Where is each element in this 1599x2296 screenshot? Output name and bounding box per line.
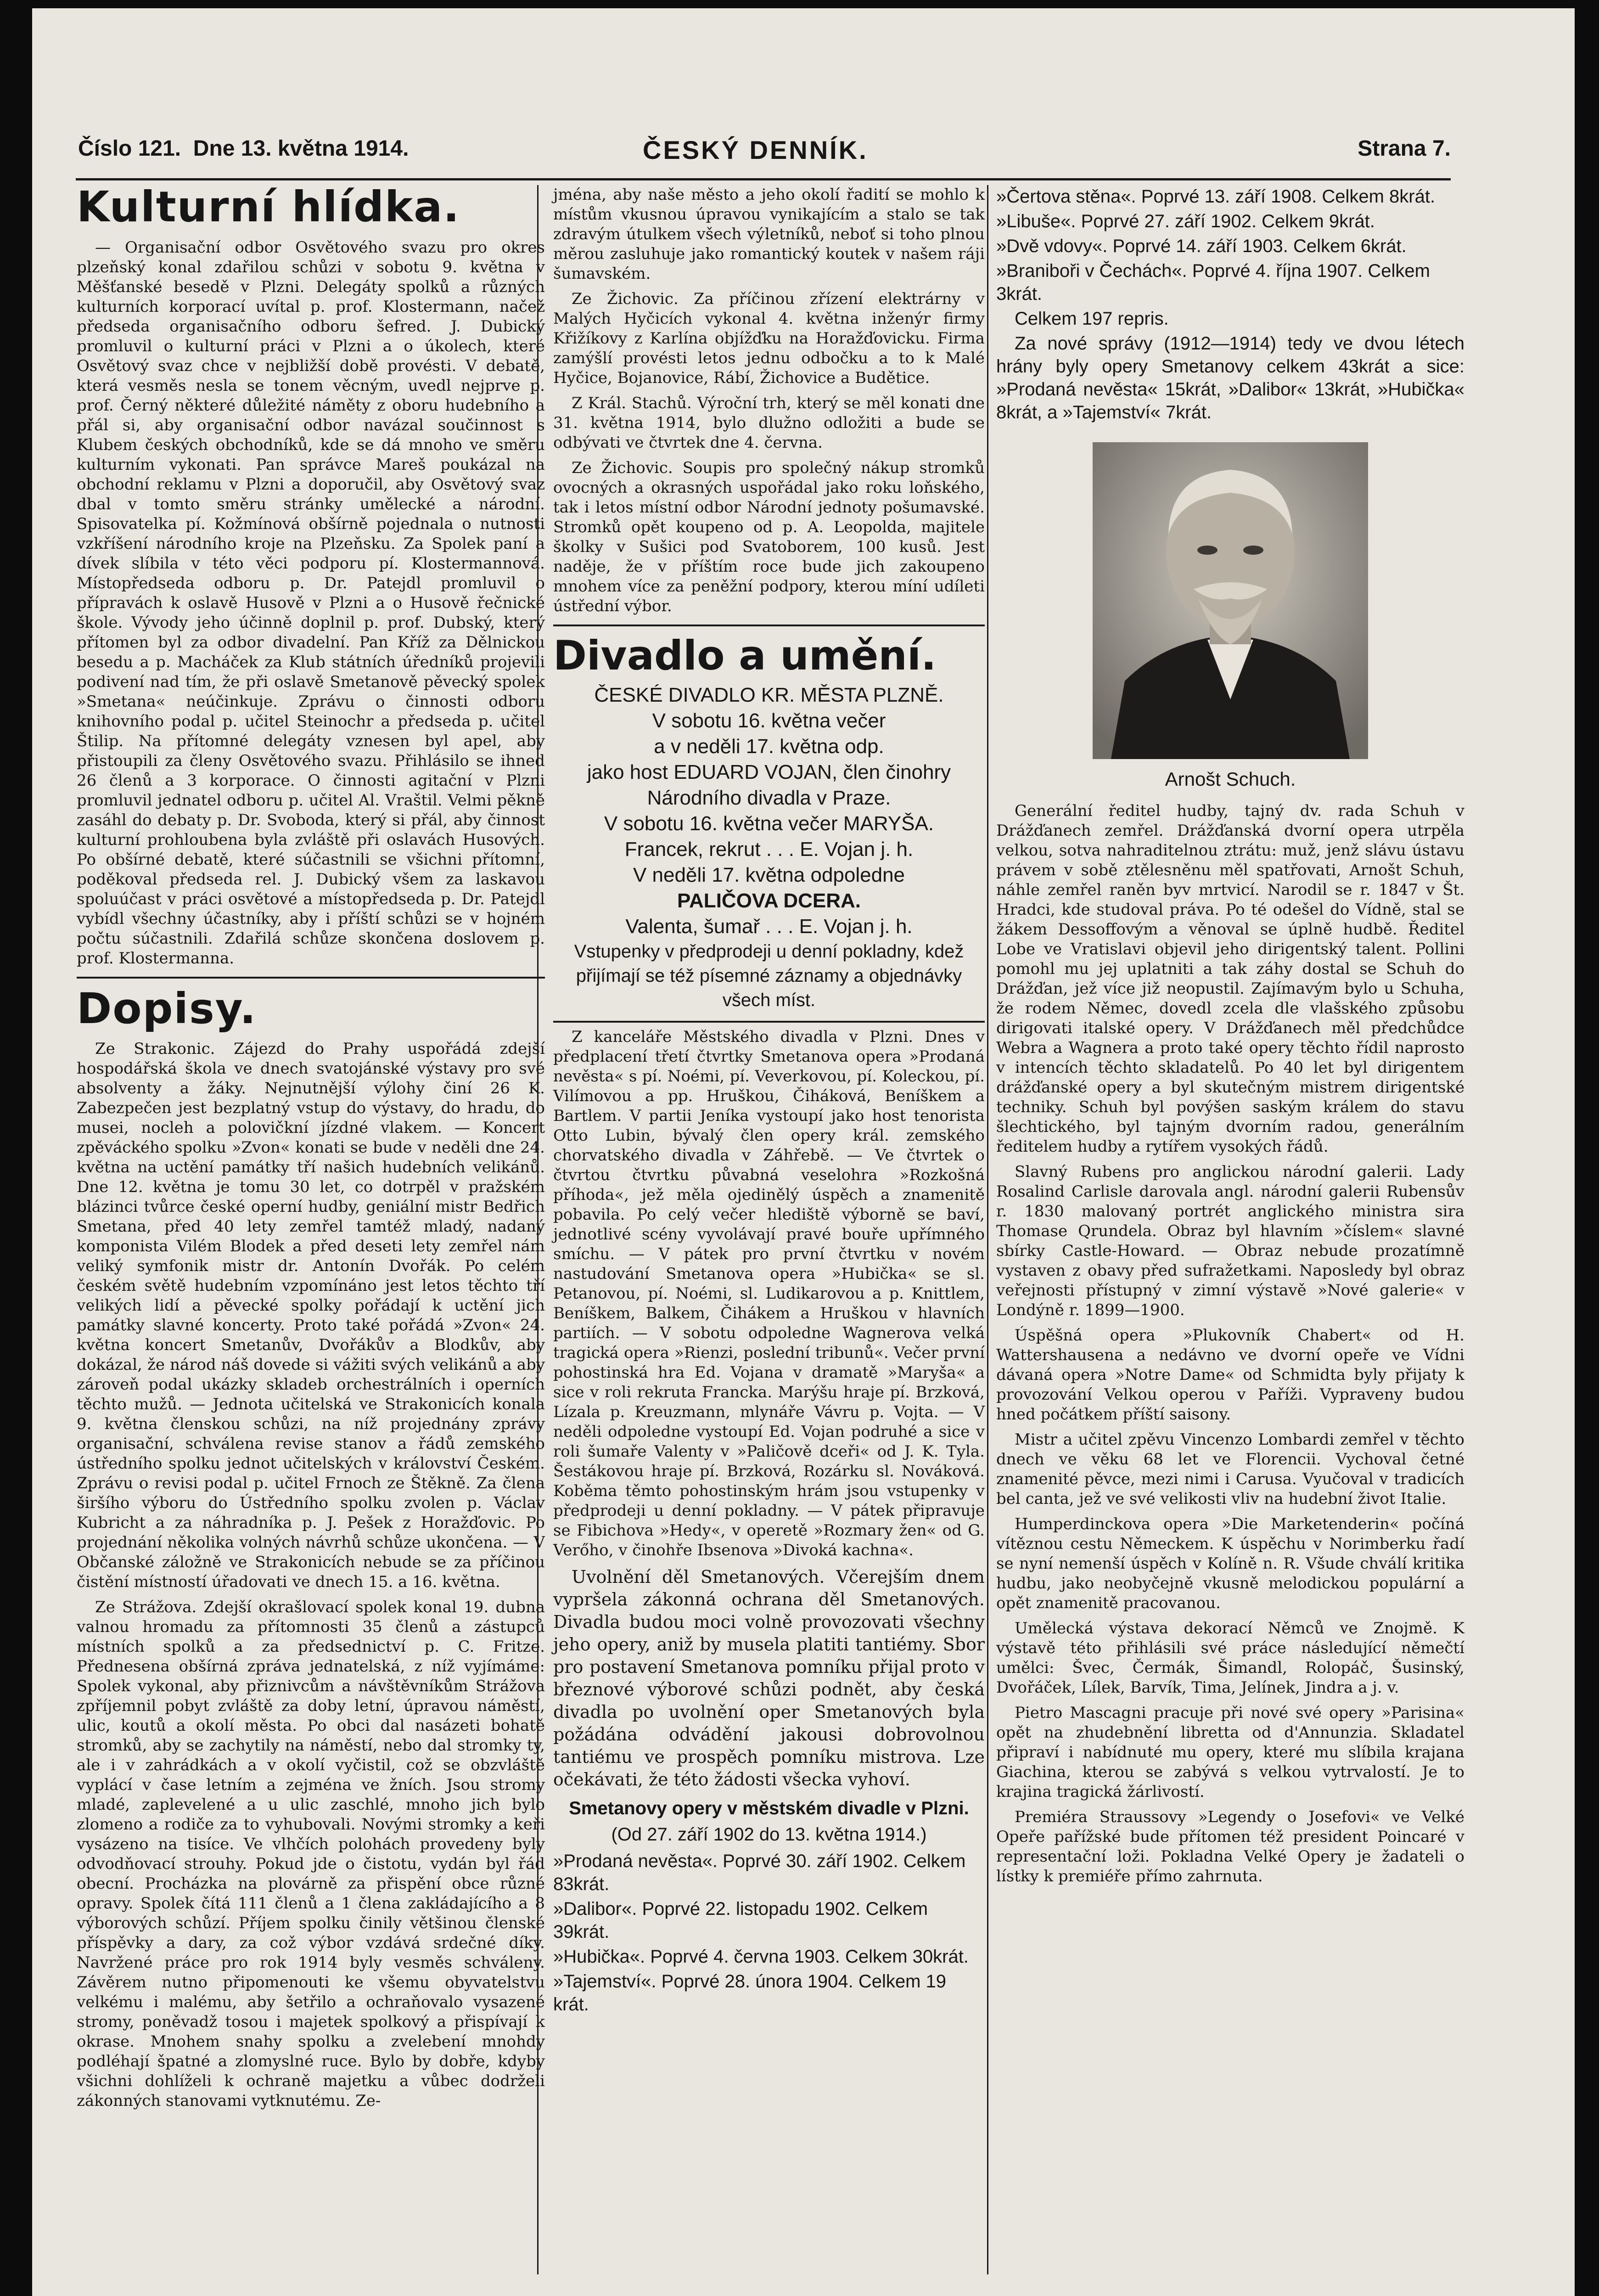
theatre-name: ČESKÉ DIVADLO KR. MĚSTA PLZNĚ. (594, 684, 944, 707)
portrait-image (1093, 442, 1368, 759)
opera-summary: Za nové správy (1912—1914) tedy ve dvou létech hrány byly opery Smetanovy celkem 43krát a sice: »Prodaná nevěsta« 15krát, »Dalibor« 13krát, »Hubička« 8krát, a »Tajemství« 7krát. (996, 333, 1464, 422)
theatre-line: Valenta, šumař . . . E. Vojan j. h. (625, 915, 913, 938)
column-right (996, 185, 1464, 2279)
article-paragraph: Ze Strážova. Zdejší okrašlovací spolek konal 19. dubna valnou hromadu za přítomnosti 35 členů a zástupců místních spolků a za předsednictví p. C. Fritze. Přednesena obšírná zpráva jednatelská, z níž vyjímáme: Spolek vykonal, aby přiznivcům a návštěvníkům Strážova zpříjemnil pobyt zvláště za doby letní, úpravou náměstí, ulic, koutů a okolí města. Po obci dal nasázeti bohatě stromků, aby se zachytily na náměstí, nebo dal stromky ty, ale i v zahrádkách a v okolí vyčistil, což se obzvláště vyplácí v čase letním a zejména ve žních. Jsou stromy mladé, zaplevelené a u ulic zaschlé, mnoho jich bylo zlomeno a rodiče za to vyhubovali. Novými stromky a keři vysázeno na tisíce. Ve vlhčích polohách provedeny byly odvodňovací strouhy. Pokud jde o čistotu, vydán byl řád obecní. Procházka na plovárně za přispění obce různé opravy. Spolek čítá 111 členů a 1 člena zakládajícího a 8 výborových schůzí. Příjem spolku činily většinou členské příspěvky a dary, za což výbor vzdává srdečné díky. Navržené práce pro rok 1914 byly vesměs schváleny. Závěrem nutno připomenouti ke všemu obyvatelstvu velkému i malému, aby šetřilo a ochraňovalo vysazené stromy, poněvadž tosou i majetek spolkový a přispívají k okrase. Mnohem snahy spolku a zvelebení mnohdy podléhají špatné a zlomyslné ruce. Bylo by dobře, kdyby všichni dohlíželi k ochraně majetku a vůbec dodrželi zákonných stanovami vytknutému. Ze- (77, 1598, 545, 2110)
article-paragraph: Premiéra Straussovy »Legendy o Josefovi« ve Velké Opeře pařížské bude přítomen též president Poincaré v representační loži. Pokladna Velké Opery je žadateli o lístky k premiéře přímo zahrnuta. (996, 1808, 1464, 1885)
header-rule (76, 178, 1451, 180)
section-heading-dopisy: Dopisy. (77, 984, 257, 1033)
article-paragraph: Ze Žichovic. Soupis pro společný nákup stromků ovocných a okrasných uspořádal jako roku loňského, tak i letos místní odbor Národní jednoty pošumavské. Stromků opět koupeno od p. A. Leopolda, majitele školky v Sušici pod Svatoborem, 100 kusů. Jest naděje, že v příštím roce bude jich zakoupeno mnohem více za peněžní podpory, kterou míní udíleti ústřední výbor. (553, 459, 985, 615)
opera-list-item: »Libuše«. Poprvé 27. září 1902. Celkem 9krát. (996, 211, 1375, 231)
article-paragraph: Slavný Rubens pro anglickou národní galerii. Lady Rosalind Carlisle darovala angl. národní galerii Rubensův r. 1830 malovaný portrét anglického ministra sira Thomase Qrundela. Obraz byl hlavním »číslem« slavné sbírky Castle-Howard. — Obraz nebude prozatímně vystaven z obavy před sufražetkami. Naposledy byl obraz veřejnosti přístupný v zimní výstavě »Nové galerie« v Londýně r. 1899—1900. (996, 1163, 1464, 1319)
article-paragraph: Uvolnění děl Smetanových. Včerejším dnem vypršela zákonná ochrana děl Smetanových. Divadla budou moci volně provozovati všechny jeho opery, aniž by musela platiti tantiémy. Sbor pro postavení Smetanova pomníku přijal proto v březnové výborové schůzi podnět, aby česká divadla po uvolnění oper Smetanových byla požádána odvádění jakousi dobrovolnou tantiému ve prospěch pomníku mistrova. Lze očekávati, že této žádosti všecka vyhoví. (553, 1567, 985, 1790)
article-paragraph: Generální ředitel hudby, tajný dv. rada Schuh v Drážďanech zemřel. Drážďanská dvorní opera utrpěla velkou, sotva nahraditelnou ztrátu: muž, jenž slávu ústavu právem v sobě ztělesněnu měl spatřovati, Arnošt Schuh, náhle zemřel raněn byv mrtvicí. Narodil se r. 1847 v Št. Hradci, kde studoval práva. Po té odešel do Vídně, stal se žákem Dessoffovým a věnoval se úplně hudbě. Ředitel Lobe ve Vratislavi objevil jeho dirigentský talent. Pollini pomohl mu jej uplatniti a tak záhy dostal se Schuh do Drážďan, jež více již neopustil. Zajímavým bylo u Schuha, že rodem Němec, dovedl zcela dle vlašského způsobu dirigovati italské opery. V Drážďanech měl předchůdce Webra a Wagnera a proto také opery těchto řídil naprosto v intencích těchto skladatelů. Po 40 let byl dirigentem drážďanské opery a byl skutečným mistrem dirigentské techniky. Schuh byl povýšen saským králem do stavu šlechtického, byl tajným dvorním radou, generálním ředitelem hudby a rytířem vysokých řádů. (996, 802, 1464, 1156)
theatre-line: Francek, rekrut . . . E. Vojan j. h. (624, 838, 914, 861)
opera-list-item: »Dvě vdovy«. Poprvé 14. září 1903. Celkem 6krát. (996, 236, 1407, 256)
article-paragraph: Z kanceláře Městského divadla v Plzni. Dnes v předplacení třetí čtvrtky Smetanova opera »Prodaná nevěsta« s pí. Noémi, pí. Veverkovou, pí. Koleckou, pí. Vilímovou a pp. Hruškou, Čiháková, Beníškem a Bartlem. V partii Jeníka vystoupí jako host tenorista Otto Lubin, bývalý člen opery král. zemského chorvatského divadla v Záhřebě. — Ve čtvrtek o čtvrtou čtvrtku půvabná veselohra »Rozkošná příhoda«, jež měla ojedinělý úspěch a znamenitě pobavila. Po celý večer hlediště výborně se baví, jednotlivé scény vyvolávají pravé bouře upřímného smíchu. — V pátek pro první čtvrtku v novém nastudování Smetanova opera »Hubička« se sl. Petanovou, pí. Noémi, sl. Ludikarovou a p. Knittlem, Beníškem, Balkem, Čihákem a Hruškou v hlavních partiích. — V sobotu odpoledne Wagnerova velká tragická opera »Rienzi, poslední tribunů«. Večer první pohostinská hra Ed. Vojana v dramatě »Maryša« a sice v roli rekruta Francka. Marýšu hraje pí. Brzková, Lízala p. Kreuzmann, mlynáře Vávru p. Vojta. — V neděli odpoledne vystoupí Ed. Vojan podruhé a sice v roli šumaře Valenty v »Paličově dceři« od J. K. Tyla. Šestákovou hraje pí. Brzková, Rozárku sl. Nováková. Koběma těmto pohostinským hrám jsou vstupenky v předprodeji u denní pokladny. — V pátek připravuje se Fibichova »Hedy«, v operetě »Rozmary žen« od G. Verőho, v činohře Ibsenova »Divoká kachna«. (553, 1028, 985, 1560)
portrait-photo (1093, 442, 1368, 759)
theatre-line: V sobotu 16. května večer (652, 709, 886, 732)
portrait-caption: Arnošt Schuch. (1165, 768, 1296, 790)
opera-list-period: (Od 27. září 1902 do 13. května 1914.) (611, 1824, 927, 1845)
opera-list-item: »Dalibor«. Poprvé 22. listopadu 1902. Celkem 39krát. (553, 1899, 928, 1942)
newspaper-page (32, 8, 1575, 2296)
opera-list-item: »Čertova stěna«. Poprvé 13. září 1908. Celkem 8krát. (996, 186, 1436, 207)
section-divider (553, 625, 985, 626)
theatre-line: V neděli 17. května odpoledne (633, 864, 905, 887)
section-heading-divadlo: Divadlo a umění. (553, 632, 937, 679)
article-paragraph: Z Král. Stachů. Výroční trh, který se měl konati dne 31. května 1914, bylo dlužno odložiti a bude se odbývati ve čtvrtek dne 4. června. (553, 394, 985, 452)
article-paragraph: Humperdinckova opera »Die Marketenderin« počíná vítěznou cestu Německem. K úspěchu v Norimberku řadí se nyní nemenší úspěch v Kolíně n. R. Všude chválí kritika hudbu, jako neobyčejně vkusně melodickou populární a opět znamenitě pracovanou. (996, 1515, 1464, 1612)
theatre-announcement (553, 682, 985, 1013)
article-paragraph: Úspěšná opera »Plukovník Chabert« od H. Wattershausena a nedávno ve dvorní opeře ve Vídni dávaná opera »Notre Dame« od Schmidta byly přijaty k provozování Velkou operou v Paříži. Vypraveny budou hned počátkem příští saisony. (996, 1326, 1464, 1424)
column-left (77, 185, 545, 2279)
article-paragraph: Umělecká výstava dekorací Němců ve Znojmě. K výstavě této přihlásili své práce následující němečtí umělci: Švec, Čermák, Šimandl, Rolopáč, Šusinský, Dvořáček, Lílek, Barvík, Tima, Jelínek, Jindra a j. v. (996, 1619, 1464, 1697)
page-number: Strana 7. (1358, 136, 1451, 161)
article-paragraph: Mistr a učitel zpěvu Vincenzo Lombardi zemřel v těchto dnech ve věku 68 let ve Florencii. Vychoval četné znamenité pěvce, mezi nimi i Carusa. Vyučoval v tradicích bel canta, jež ve své velikosti vliv na hudební život Italie. (996, 1430, 1464, 1508)
opera-list-total: Celkem 197 repris. (1015, 309, 1169, 329)
section-divider (77, 977, 545, 979)
opera-list-item: »Tajemství«. Poprvé 28. února 1904. Celkem 19 krát. (553, 1971, 947, 2015)
page-header (78, 136, 1451, 173)
opera-list-item: »Braniboři v Čechách«. Poprvé 4. října 1907. Celkem 3krát. (996, 261, 1430, 304)
article-paragraph: Ze Žichovic. Za příčinou zřízení elektrárny v Malých Hyčicích vykonal 4. května inženýr firmy Křižíkovy z Karlína objížďku na Horažďovicku. Firma zamýšlí provésti letos jednu odbočku a to k Malé Hyčice, Bojanovice, Rábí, Žichovice a Budětice. (553, 290, 985, 387)
article-continuation: jména, aby naše město a jeho okolí řadití se mohlo k místům vkusnou úpravou vynikajícím a stalo se tak zdravým útulkem všech výletníků, neboť si toho plnou měrou zasluhuje jako romantický koutek v našem ráji šumavském. (553, 186, 985, 283)
section-heading-kulturni-hlidka: Kulturní hlídka. (77, 185, 460, 231)
theatre-line: V sobotu 16. května večer MARYŠA. (604, 812, 934, 835)
theatre-play-title: PALIČOVA DCERA. (677, 889, 861, 912)
article-paragraph: Pietro Mascagni pracuje při nové své opery »Parisina« opět na zhudebnění libretta od d'Annunzia. Skladatel připraví i nabídnuté mu opery, které mu slíbila krajana Giachina, kterou se zabývá s velkou vytrvalostí. Je to krajina tragická žárlivostí. (996, 1704, 1464, 1801)
newspaper-title: ČESKÝ DENNÍK. (643, 135, 868, 164)
theatre-ticket-note: Vstupenky v předprodeji u denní pokladny, kdež přijímají se též písemné záznamy a objednávky všech míst. (574, 941, 964, 1011)
theatre-line: a v neděli 17. května odp. (654, 735, 884, 758)
column-middle (542, 185, 996, 2279)
issue-and-date: Číslo 121. Dne 13. května 1914. (78, 136, 409, 161)
theatre-guest: jako host EDUARD VOJAN, člen činohry (587, 761, 951, 784)
theatre-line: Národního divadla v Praze. (647, 787, 891, 810)
opera-list-title: Smetanovy opery v městském divadle v Plzni. (569, 1798, 969, 1819)
opera-list-item: »Prodaná nevěsta«. Poprvé 30. září 1902. Celkem 83krát. (553, 1851, 966, 1895)
section-divider (553, 1021, 985, 1023)
article-paragraph: Ze Strakonic. Zájezd do Prahy uspořádá zdejší hospodářská škola ve dnech svatojánské výstavy pro své absolventy a žáky. Nejnutnější výlohy činí 26 K. Zabezpečen jest bezplatný vstup do výstavy, do hradu, do musei, nocleh a polovičkní jízdné vlakem. — Koncert zpěváckého spolku »Zvon« konati se bude v neděli dne 24. května na uctění památky tří našich hudebních velikánů. Dne 12. května je tomu 30 let, co dotrpěl v pražském blázinci tvůrce české operní hudby, geniální mistr Bedřich Smetana, před 40 lety zemřel tamtéž mladý, nadaný komponista Vilém Blodek a před deseti lety zemřel nám veliký symfonik mistr dr. Antonín Dvořák. Po celém českém světě hudebním vzpomínáno jest letos těchto tří velikých lidí a pěvecké spolky pořádají k uctění jich památky slavné koncerty. Proto také pořádá »Zvon« 24. května koncert Smetanův, Dvořákův a Blodkův, aby dokázal, že národ náš dovede si vážiti svých velikánů a aby zároveň podal ukázky skladeb orchestrálních i operních těchto mužů. — Jednota učitelská ve Strakonicích konala 9. května členskou schůzi, na níž projednány zprávy organisační, schválena revise stanov a řádů zemského ústředního spolku jednot učitelských v království Českém. Zprávu o revisi podal p. učitel Frnoch ze Štěkně. Za člena širšího výboru do Ústředního spolku zvolen p. Václav Kubricht a za náhradníka p. J. Pešek z Horažďovic. Po projednání několika volných návrhů schůze ukončena. — V Občanské záložně ve Strakonicích nebude se za příčinou čistění místností úřadovati ve dnech 15. a 16. května. (77, 1040, 545, 1592)
opera-list-item: »Hubička«. Poprvé 4. června 1903. Celkem 30krát. (553, 1947, 969, 1967)
article-paragraph: — Organisační odbor Osvětového svazu pro okres plzeňský konal zdařilou schůzi v sobotu 9. května v Měšťanské besedě v Plzni. Delegáty spolků a různých kulturních korporací uvítal p. prof. Klostermann, načež předseda organisačního odboru šefred. J. Dubický promluvil o kulturní práci v Plzni a o úkolech, které Osvětový svaz chce v nejbližší době provésti. V debatě, která vesměs nesla se tonem věcným, uvedl nejprve p. prof. Černý některé důležité náměty z oboru hudebního a přál si, aby organisační odbor navázal součinnost s Klubem českých obchodníků, kde se dá mnoho ve směru kulturním vykonati. Pan správce Mareš poukázal na obchodní reklamu v Plzni a doporučil, aby Osvětový svaz dbal v tomto směru stránky umělecké a národní. Spisovatelka pí. Kožmínová obšírně pojednala o nutnosti vzkříšení národního kroje na Plzeňsku. Za Spolek paní a dívek slíbila v této věci podporu pí. Klostermannová. Místopředseda odboru p. Dr. Patejdl promluvil o přípravách k oslavě Husově v Plzni a o Husově řečnické škole. Vývody jeho účinně doplnil p. prof. Dubský, který přítomen byl za odbor divadelní. Pan Kříž za Dělnickou besedu a p. Macháček za Klub státních úředníků projevili podivení nad tím, že při oslavě Smetanově pěvecký spolek »Smetana« neúčinkuje. Zprávu o činnosti odboru knihovního podal p. učitel Steinochr a předseda p. učitel Štilip. Na přítomné delegáty vznesen byl apel, aby přistoupili za členy Osvětového svazu. Přihlásilo se ihned 26 členů a 3 korporace. O činnosti agitační v Plzni promluvil jednatel odboru p. učitel Al. Vraštil. Velmi pěkně zasáhl do debaty p. Dr. Svoboda, který si přál, aby činnost kulturní prohloubena byla zvláště při oslavách Husových. Po obšírné debatě, které súčastnili se všichni přítomní, poděkoval předseda rel. J. Dubický všem za laskavou spoluúčast v práci osvětové a místopředseda p. Dr. Patejdl vybídl všechny účastníky, aby i příští schůzi se v hojném počtu súčastnili. Zdařilá schůze skončena doslovem p. prof. Klostermanna. (77, 238, 545, 968)
